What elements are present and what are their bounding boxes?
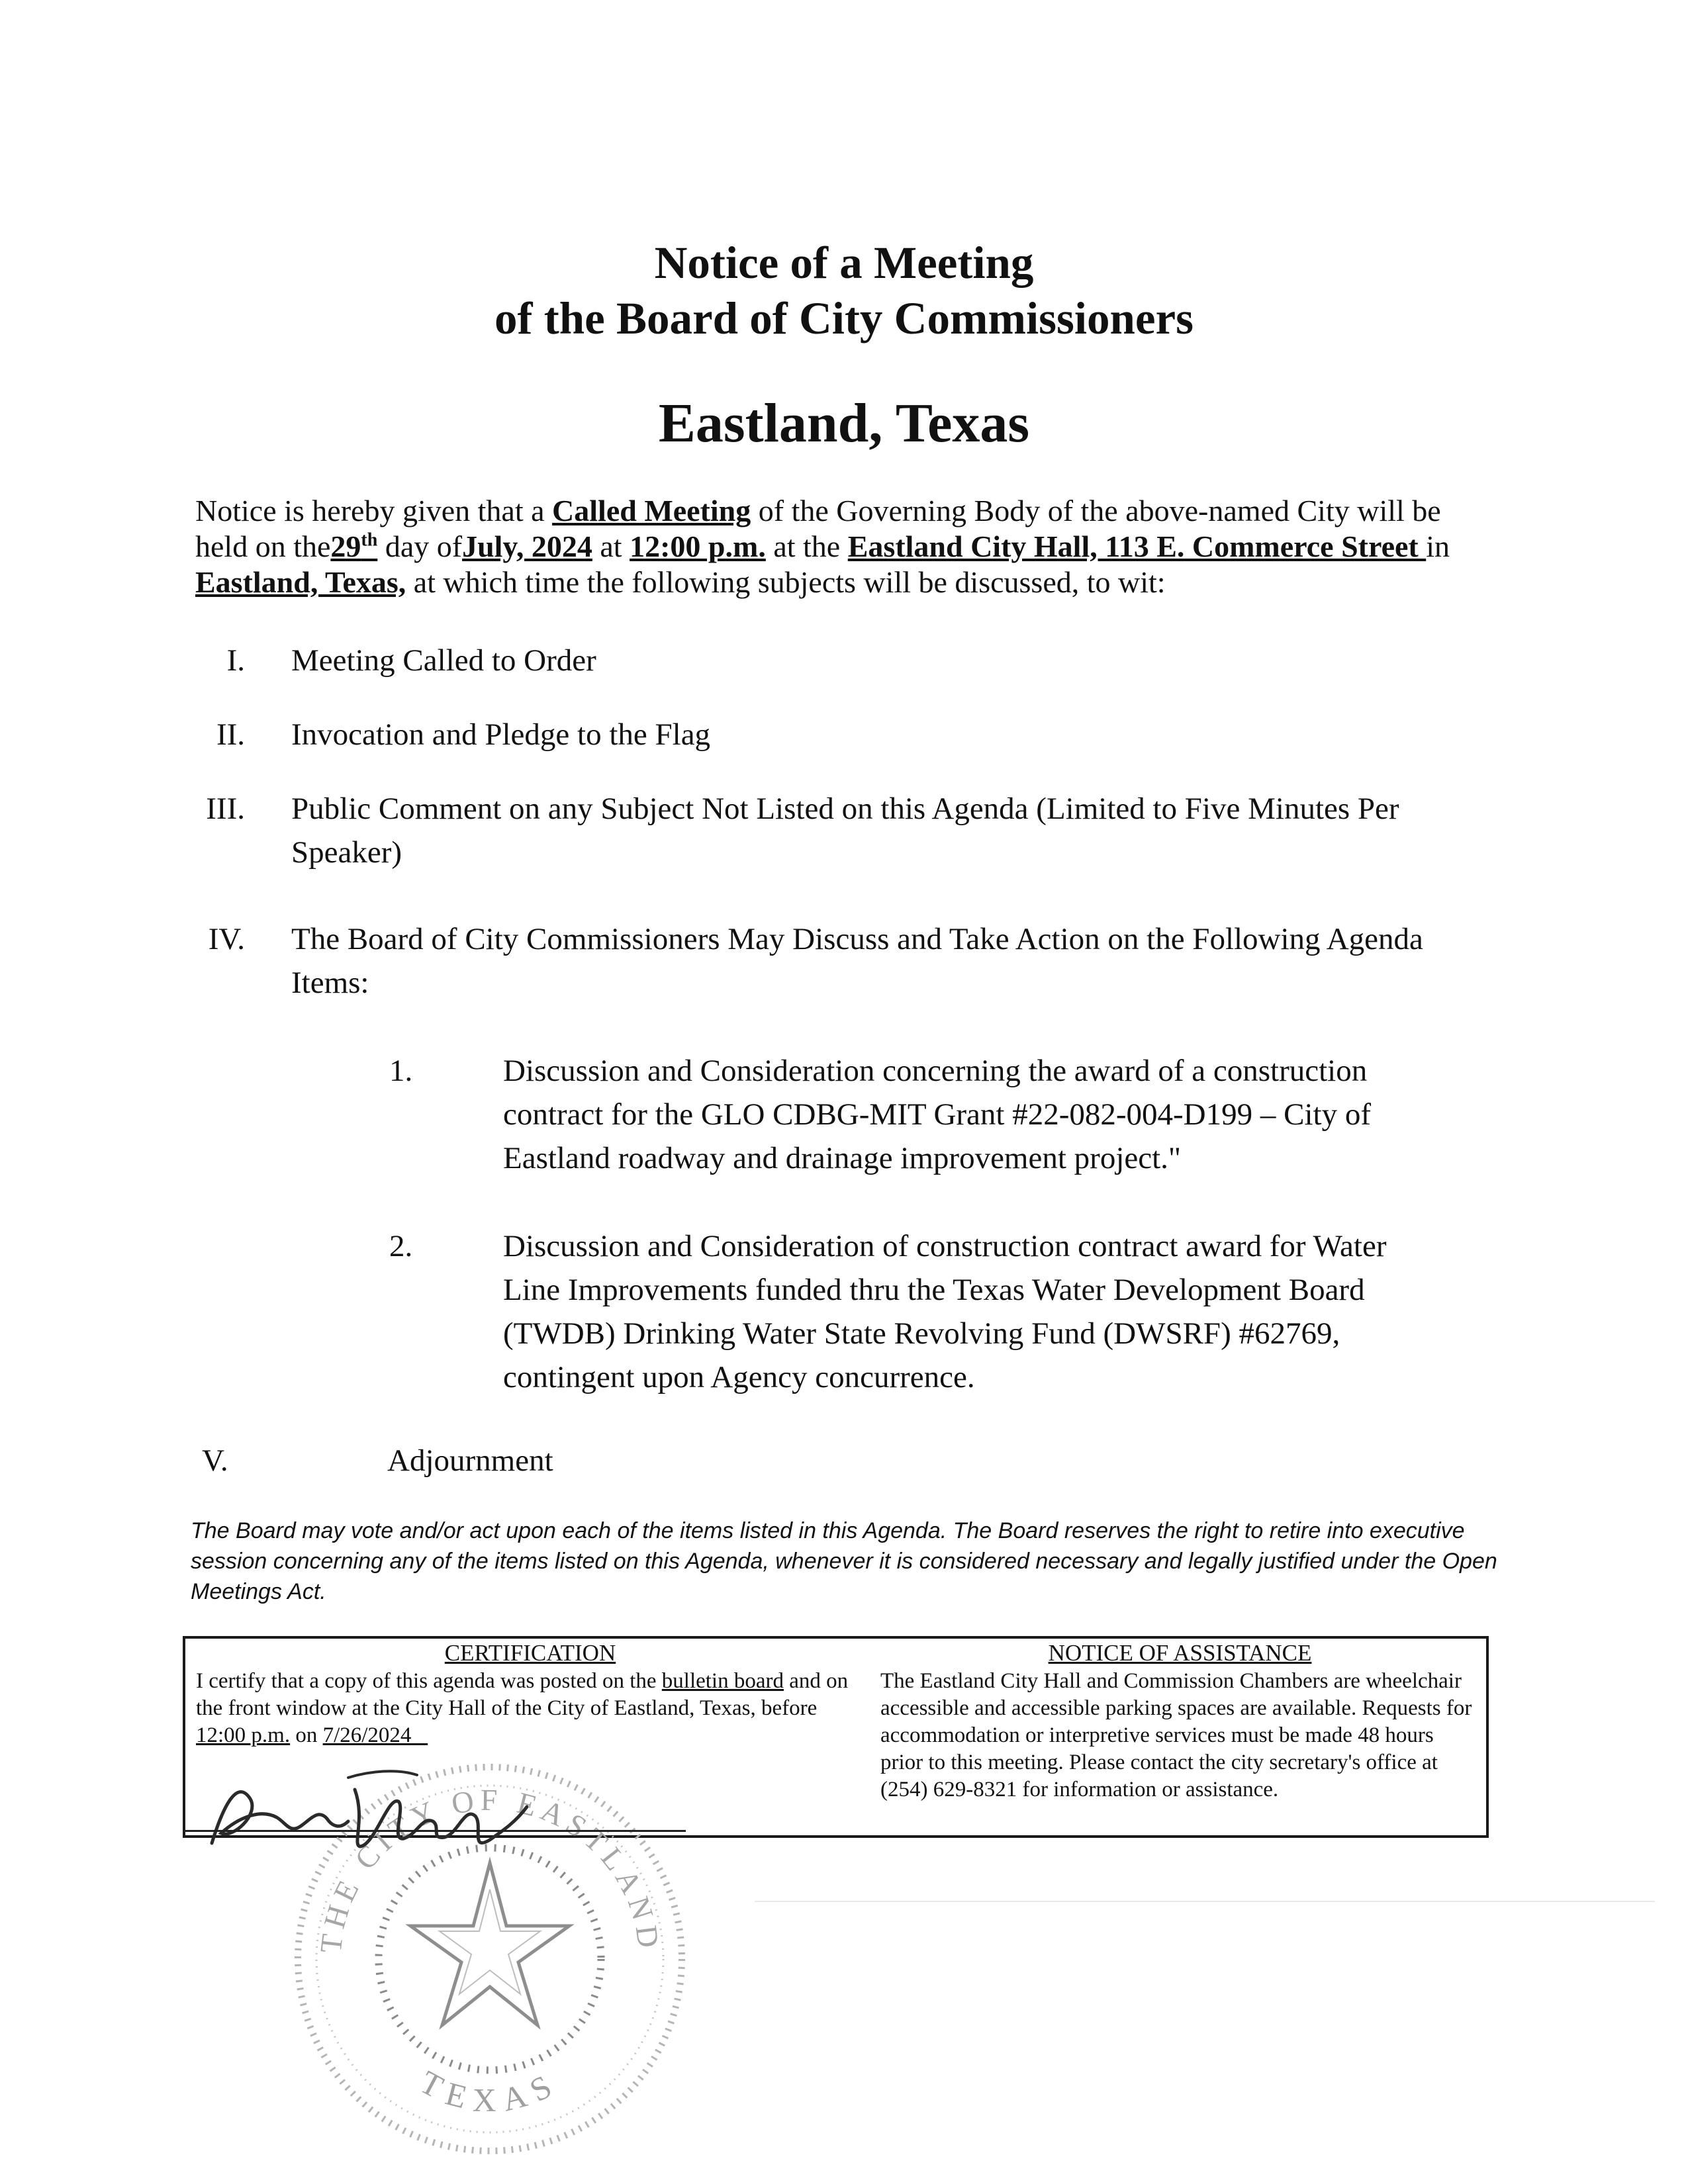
svg-text:THE CITY OF EASTLAND: THE CITY OF EASTLAND bbox=[313, 1782, 667, 1955]
agenda-number: III. bbox=[206, 792, 245, 826]
subitem-number: 1. bbox=[389, 1054, 413, 1088]
agenda-item-text: Adjournment bbox=[387, 1443, 553, 1478]
agenda-item-text: Meeting Called to Order bbox=[291, 643, 596, 678]
meeting-notice-paragraph: Notice is hereby given that a Called Meeting of the Governing Body of the above-named City will be held on the29th day ofJuly, 2024 at 12:00 p.m. at the Eastland City Hall, 113 E. Commerce Street in Eastland, Texas, at which time the following subjects will be discussed, to wit: bbox=[195, 494, 1450, 599]
signature bbox=[199, 1760, 543, 1860]
certification-text: I certify that a copy of this agenda was posted on the bulletin board and on the front window at the City Hall of the City of Eastland, Texas, before 12:00 p.m. on 7/26/2024 bbox=[196, 1669, 849, 1747]
agenda-number: V. bbox=[202, 1443, 228, 1478]
agenda-number: II. bbox=[216, 717, 245, 752]
notice-title: Notice of a Meeting bbox=[654, 238, 1034, 288]
svg-text:TEXAS: TEXAS bbox=[414, 2063, 566, 2119]
agenda-item-text: Invocation and Pledge to the Flag bbox=[291, 717, 711, 752]
scan-artifact-line bbox=[755, 1901, 1655, 1902]
subitem-number: 2. bbox=[389, 1229, 413, 1263]
signature-line bbox=[183, 1830, 686, 1832]
certification-section bbox=[196, 1639, 865, 1749]
agenda-number: I. bbox=[226, 643, 245, 678]
agenda-item-text: The Board of City Commissioners May Discuss and Take Action on the Following Agenda Items: bbox=[291, 922, 1423, 1000]
meeting-location: Eastland City Hall, 113 E. Commerce Street bbox=[847, 529, 1427, 563]
meeting-type: Called Meeting bbox=[552, 494, 751, 527]
city-title: Eastland, Texas bbox=[658, 392, 1030, 454]
meeting-month-year: July, 2024 bbox=[462, 529, 592, 563]
assistance-heading: NOTICE OF ASSISTANCE bbox=[1048, 1640, 1312, 1666]
board-disclaimer: The Board may vote and/or act upon each of the items listed in this Agenda. The Board reserves the right to retire into executive session concerning any of the items listed on this Agenda, whenever it is considered necessary and legally justified under the Open Meetings Act. bbox=[191, 1518, 1497, 1604]
assistance-section bbox=[880, 1639, 1479, 1803]
assistance-text: The Eastland City Hall and Commission Chambers are wheelchair accessible and accessible parking spaces are available. Requests for accommodation or interpretive services must be made 48 hours prior to this meeting. Please contact the city secretary's office at (254) 629-8321 for information or assistance. bbox=[880, 1669, 1472, 1801]
agenda-number: IV. bbox=[208, 922, 245, 956]
agenda-item-text: Public Comment on any Subject Not Listed on this Agenda (Limited to Five Minutes Per Speaker) bbox=[291, 792, 1399, 870]
certification-heading: CERTIFICATION bbox=[444, 1640, 616, 1666]
meeting-day: 29th bbox=[330, 529, 378, 563]
board-title: of the Board of City Commissioners bbox=[494, 293, 1194, 343]
subitem-text: Discussion and Consideration of construction contract award for Water Line Improvements funded thru the Texas Water Development Board (TWDB) Drinking Water State Revolving Fund (DWSRF) #62769, contingent upon Agency concurrence. bbox=[503, 1229, 1387, 1394]
subitem-text: Discussion and Consideration concerning the award of a construction contract for the GLO CDBG-MIT Grant #22-082-004-D199 – City of Eastland roadway and drainage improvement project." bbox=[503, 1054, 1371, 1175]
meeting-time: 12:00 p.m. bbox=[630, 529, 766, 563]
meeting-city: Eastland, Texas, bbox=[195, 565, 406, 599]
